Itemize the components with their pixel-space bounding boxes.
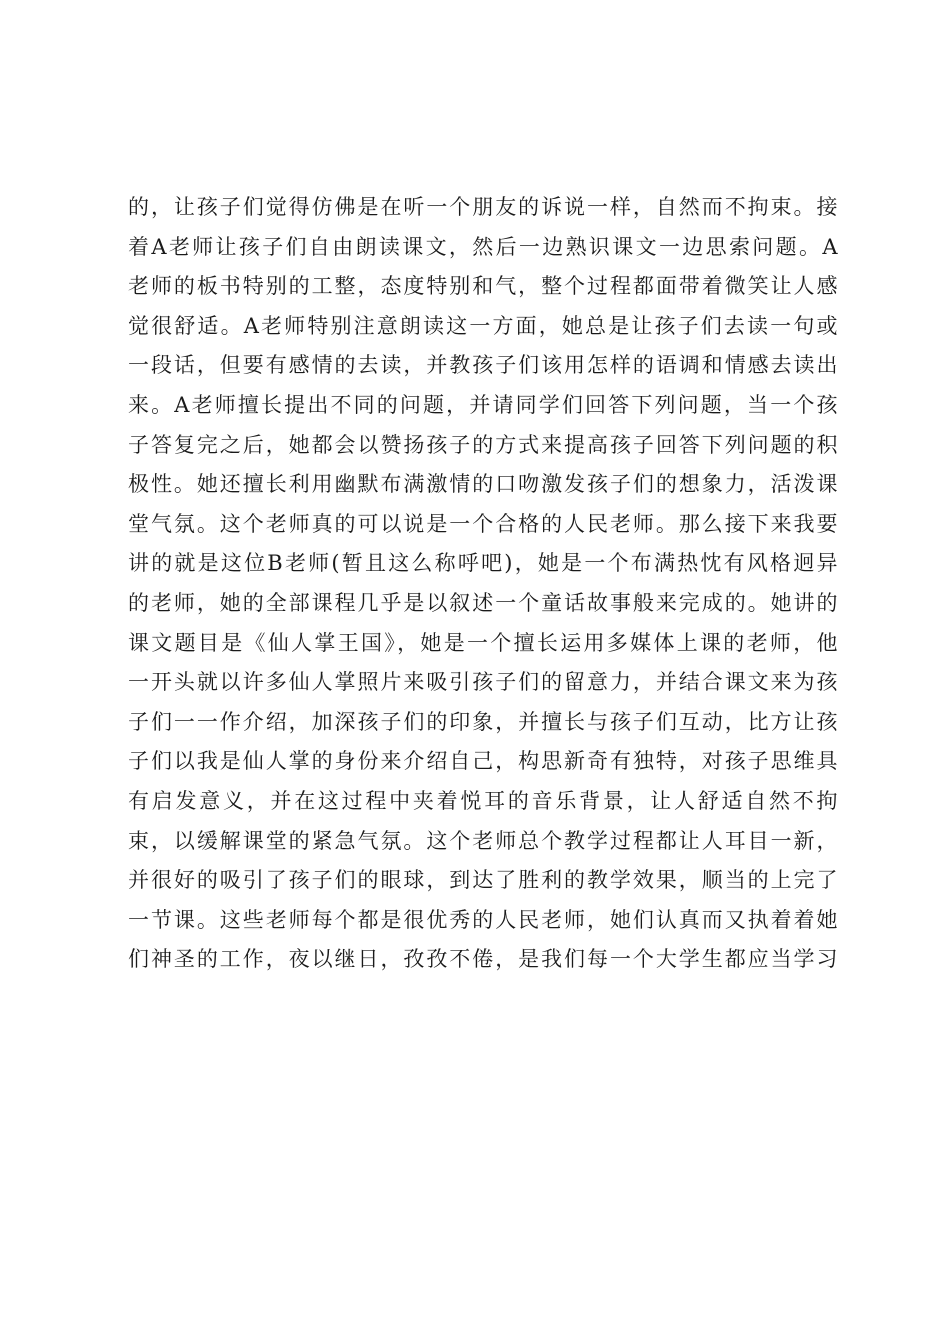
text-line: 着A老师让孩子们自由朗读课文，然后一边熟识课文一边思索问题。A bbox=[128, 234, 838, 259]
text-line: 并很好的吸引了孩子们的眼球，到达了胜利的教学效果，顺当的上完了 bbox=[128, 868, 838, 893]
text-line: 子们以我是仙人掌的身份来介绍自己，构思新奇有独特，对孩子思维具 bbox=[128, 749, 838, 774]
text-line: 觉很舒适。A老师特别注意朗读这一方面，她总是让孩子们去读一句或 bbox=[128, 313, 838, 338]
body-text bbox=[128, 188, 838, 980]
text-line: 束，以缓解课堂的紧急气氛。这个老师总个教学过程都让人耳目一新， bbox=[128, 828, 838, 853]
text-line: 极性。她还擅长利用幽默布满激情的口吻激发孩子们的想象力，活泼课 bbox=[128, 472, 838, 497]
text-line: 一节课。这些老师每个都是很优秀的人民老师，她们认真而又执着着她 bbox=[128, 907, 838, 932]
text-line: 一开头就以许多仙人掌照片来吸引孩子们的留意力，并结合课文来为孩 bbox=[128, 670, 838, 695]
text-line: 有启发意义，并在这过程中夹着悦耳的音乐背景，让人舒适自然不拘 bbox=[128, 788, 838, 813]
text-line: 子们一一作介绍，加深孩子们的印象，并擅长与孩子们互动，比方让孩 bbox=[128, 709, 838, 734]
text-line: 的老师，她的全部课程几乎是以叙述一个童话故事般来完成的。她讲的 bbox=[128, 590, 838, 615]
text-line: 的，让孩子们觉得仿佛是在听一个朋友的诉说一样，自然而不拘束。接 bbox=[128, 195, 838, 219]
text-line: 子答复完之后，她都会以赞扬孩子的方式来提高孩子回答下列问题的积 bbox=[128, 432, 838, 457]
text-line: 来。A老师擅长提出不同的问题，并请同学们回答下列问题，当一个孩 bbox=[128, 392, 838, 417]
text-line: 堂气氛。这个老师真的可以说是一个合格的人民老师。那么接下来我要 bbox=[128, 511, 838, 536]
text-line: 们神圣的工作，夜以继日，孜孜不倦，是我们每一个大学生都应当学习 bbox=[128, 947, 838, 972]
text-line: 老师的板书特别的工整，态度特别和气，整个过程都面带着微笑让人感 bbox=[128, 274, 838, 299]
text-line: 讲的就是这位B老师(暂且这么称呼吧)，她是一个布满热忱有风格迥异 bbox=[128, 551, 838, 576]
text-line: 课文题目是《仙人掌王国》，她是一个擅长运用多媒体上课的老师，他 bbox=[128, 630, 838, 655]
text-line: 一段话，但要有感情的去读，并教孩子们该用怎样的语调和情感去读出 bbox=[128, 353, 838, 378]
